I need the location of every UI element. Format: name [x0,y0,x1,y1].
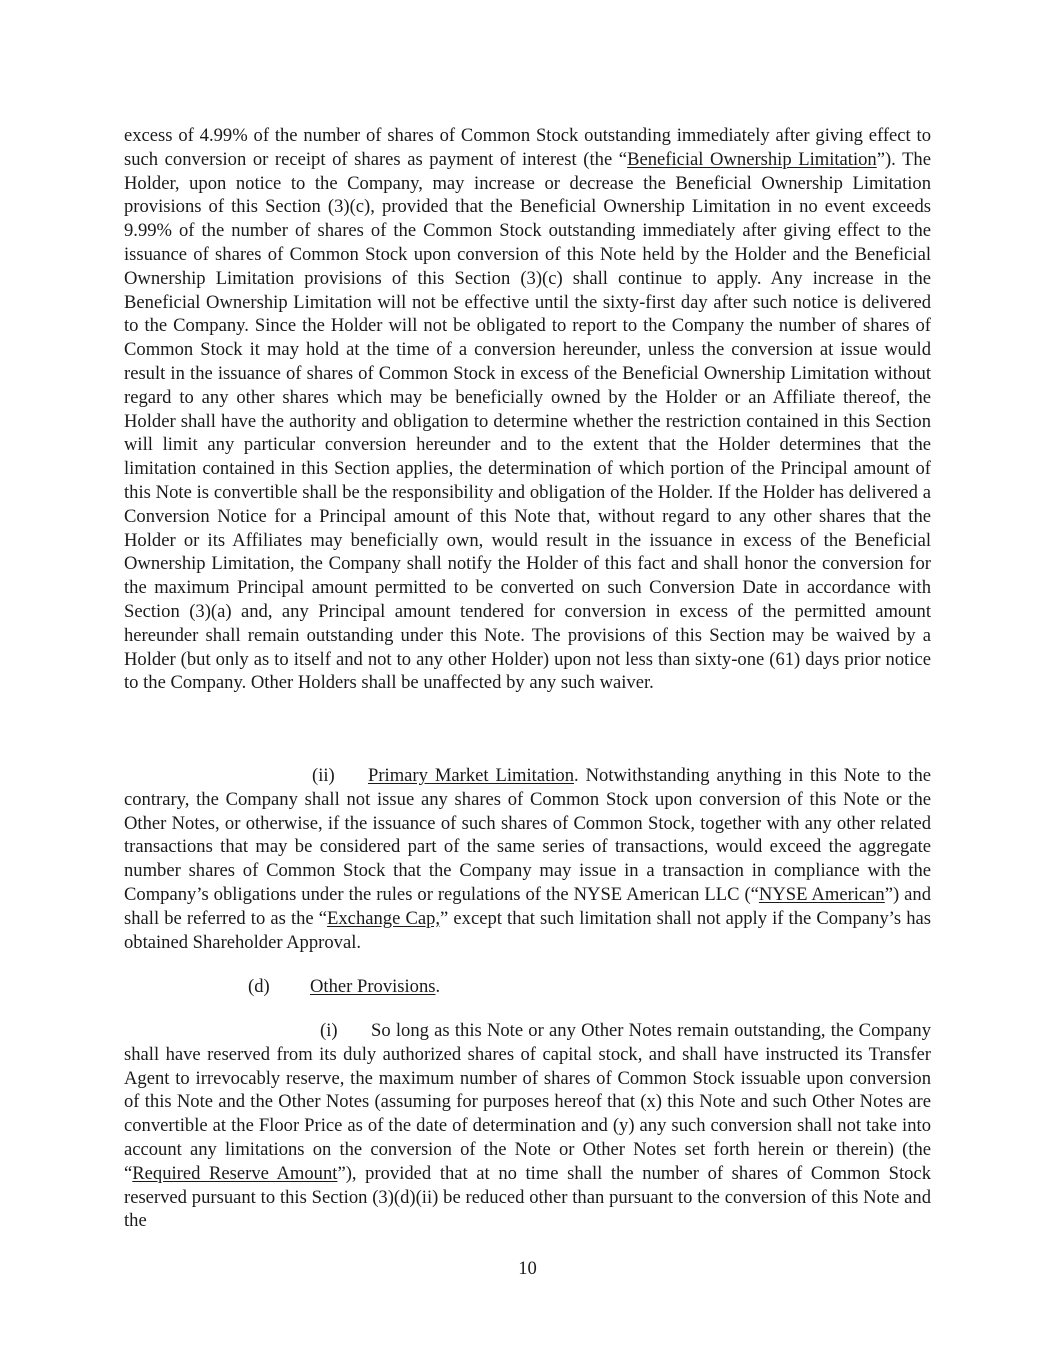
defined-term-nyse-american: NYSE American [758,883,885,905]
paragraph-text: . Notwithstanding anything in this Note to the contrary, the Company shall not issue any shares of Common Stock upon conversion of this Note or the Other Notes, or otherwise, if the issuance of such shares of Common Stock, together with any other related transactions that may be considered part of the same series of transactions, would exceed the aggregate number shares of Common Stock that the Company may issue in a transaction in compliance with the Company’s obligations under the rules or regulations of the NYSE American LLC (“ [124,765,931,905]
clause-number: (ii) [312,765,335,786]
paragraph-text: ” except that such limitation shall not apply if the Company’s has obtained Shareholder Approval. [124,907,931,953]
paragraph-text: ”), provided that at no time shall the number of shares of Common Stock reserved pursuant to this Section (3)(d)(ii) be reduced other than pursuant to the conversion of this Note and the [124,1162,931,1232]
paragraph-text: excess of 4.99% of the number of shares of Common Stock outstanding immediately after giving effect to such conversion or receipt of shares as payment of interest (the “ [124,125,931,170]
paragraph-beneficial-ownership [124,124,931,695]
defined-term-beneficial-ownership-limitation: Beneficial Ownership Limitation [627,148,877,170]
clause-number: (i) [320,1020,338,1041]
defined-term-required-reserve-amount: Required Reserve Amount [132,1162,338,1184]
page-number: 10 [518,1258,537,1279]
paragraph-primary-market-limitation [124,764,931,954]
paragraph-text: ”). The Holder, upon notice to the Company, may increase or decrease the Beneficial Ownership Limitation provisions of this Section (3)(c), provided that the Beneficial Ownership Limitation in no event exceeds 9.99% of the number of shares of the Common Stock outstanding immediately after giving effect to the issuance of shares of Common Stock upon conversion of this Note held by the Holder and the Beneficial Ownership Limitation provisions of this Section (3)(c) shall continue to apply. Any increase in the Beneficial Ownership Limitation will not be effective until the sixty-first day after such notice is delivered to the Company. Since the Holder will not be obligated to report to the Company the number of shares of Common Stock it may hold at the time of a conversion hereunder, unless the conversion at issue would result in the issuance of shares of Common Stock in excess of the Beneficial Ownership Limitation without regard to any other shares which may be beneficially owned by the Holder or an Affiliate thereof, the Holder shall have the authority and obligation to determine whether the restriction contained in this Section will limit any particular conversion hereunder and to the extent that the Holder determines that the limitation contained in this Section applies, the determination of which portion of the Principal amount of this Note is convertible shall be the responsibility and obligation of the Holder. If the Holder has delivered a Conversion Notice for a Principal amount of this Note that, without regard to any other shares that the Holder or its Affiliates may beneficially own, would result in the issuance in excess of the Beneficial Ownership Limitation, the Company shall notify the Holder of this fact and shall honor the conversion for the maximum Principal amount permitted to be converted on such Conversion Date in accordance with Section (3)(a) and, any Principal amount tendered for conversion in excess of the permitted amount hereunder shall remain outstanding under this Note. The provisions of this Section may be waived by a Holder (but only as to itself and not to any other Holder) upon not less than sixty-one (61) days prior notice to the Company. Other Holders shall be unaffected by any such waiver. [124,148,931,694]
paragraph-text: . [435,976,441,997]
section-number: (d) [248,976,270,997]
paragraph-text: So long as this Note or any Other Notes remain outstanding, the Company shall have reserved from its duly authorized shares of capital stock, and shall have instructed its Transfer Agent to irrevocably reserve, the maximum number of shares of Common Stock issuable upon conversion of this Note and the Other Notes (assuming for purposes hereof that (x) this Note and such Other Notes are convertible at the Floor Price as of the date of determination and (y) any such conversion shall not take into account any limitations on the conversion of the Note or Other Notes set forth herein or therein) (the “ [124,1020,931,1184]
section-heading-other-provisions [124,975,931,999]
section-heading: Other Provisions [310,976,436,997]
paragraph-required-reserve [124,1019,931,1233]
paragraph-text: ”) and shall be referred to as the “ [124,883,931,929]
defined-term-exchange-cap: Exchange Cap, [327,907,441,929]
clause-heading: Primary Market Limitation [368,765,574,786]
